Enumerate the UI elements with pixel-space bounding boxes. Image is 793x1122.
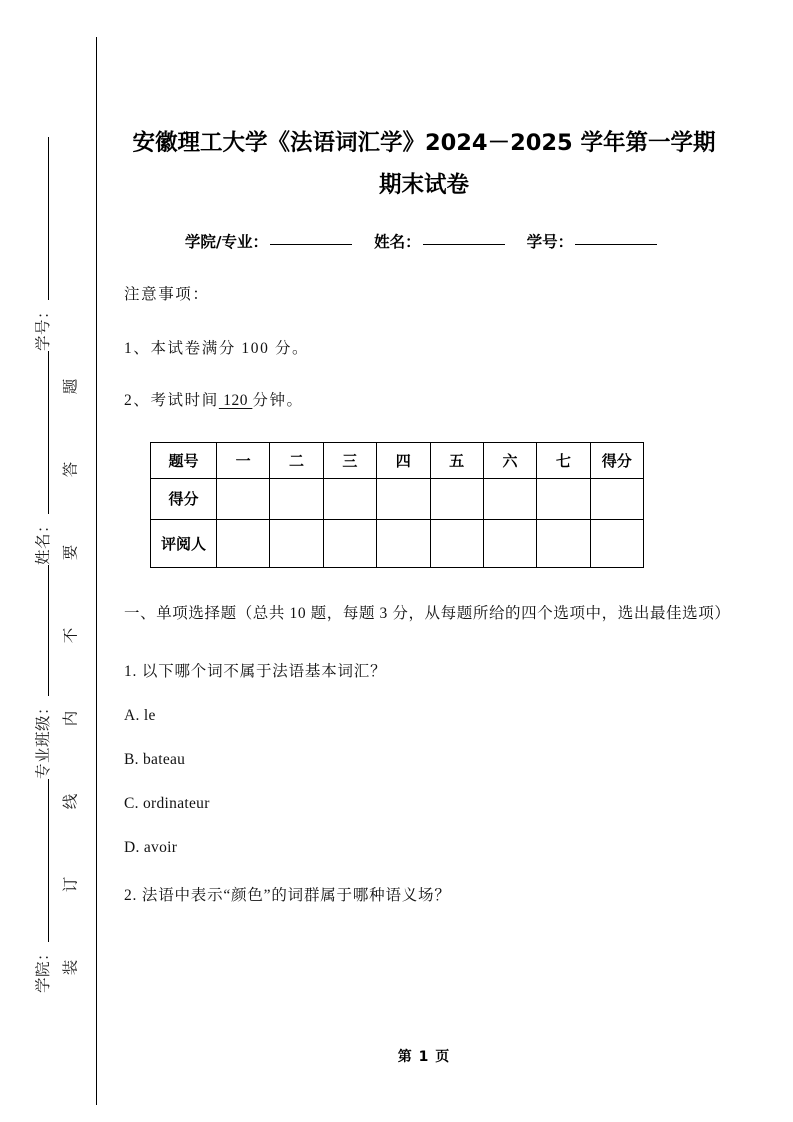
binding-field-rule[interactable] (35, 137, 49, 300)
table-header-cell: 四 (377, 442, 430, 478)
binding-char: 要 (62, 544, 80, 561)
binding-char: 题 (62, 378, 80, 395)
binding-field-student-id[interactable] (20, 137, 64, 351)
table-header-cell: 得分 (590, 442, 643, 478)
question-1-option-a[interactable]: A. le (124, 706, 156, 724)
table-cell[interactable] (537, 478, 590, 519)
table-row-label: 评阅人 (151, 519, 217, 567)
binding-field-label: 学院： (35, 944, 52, 993)
table-header-cell: 一 (217, 442, 270, 478)
table-row-header (151, 442, 644, 478)
table-cell[interactable] (377, 478, 430, 519)
binding-field-label: 专业班级： (35, 698, 52, 779)
info-label: 姓名： (374, 233, 421, 251)
question-1-option-b[interactable]: B. bateau (124, 750, 186, 768)
score-table (150, 442, 644, 568)
info-field-college-major (185, 233, 358, 251)
table-row-label: 得分 (151, 478, 217, 519)
binding-char: 装 (62, 959, 80, 976)
binding-field-rule[interactable] (35, 351, 49, 514)
info-field-name (374, 233, 511, 251)
table-cell[interactable] (590, 478, 643, 519)
table-header-cell: 六 (483, 442, 536, 478)
table-row (151, 519, 644, 567)
table-cell[interactable] (537, 519, 590, 567)
table-header-cell: 七 (537, 442, 590, 478)
table-cell[interactable] (430, 478, 483, 519)
table-row (151, 478, 644, 519)
table-cell[interactable] (590, 519, 643, 567)
info-blank-rule[interactable] (423, 244, 505, 245)
binding-field-label: 姓名： (35, 516, 52, 565)
table-header-cell: 五 (430, 442, 483, 478)
binding-field-list (20, 137, 64, 993)
question-1-option-d[interactable]: D. avoir (124, 838, 178, 856)
binding-field-label: 学号： (35, 302, 52, 351)
notice-duration-prefix: 2、考试时间 (124, 392, 219, 409)
table-cell[interactable] (483, 478, 536, 519)
binding-char: 订 (62, 876, 80, 893)
student-info-line (124, 230, 724, 252)
notice-duration-suffix: 分钟。 (252, 392, 304, 409)
notice-item-total-score: 1、本试卷满分 100 分。 (124, 339, 310, 357)
notice-item-duration (124, 393, 724, 409)
table-cell[interactable] (483, 519, 536, 567)
binding-field-rule[interactable] (35, 565, 49, 696)
binding-char: 线 (62, 793, 80, 810)
page-number: 第 1 页 (397, 1049, 451, 1065)
binding-field-rule[interactable] (35, 779, 49, 942)
info-blank-rule[interactable] (270, 244, 352, 245)
binding-char: 内 (62, 710, 80, 727)
binding-char: 答 (62, 461, 80, 478)
info-label: 学号： (526, 233, 574, 251)
binding-char: 不 (62, 627, 80, 644)
info-label: 学院/专业： (184, 233, 269, 251)
section-heading-1: 一、单项选择题（总共 10 题，每题 3 分，从每题所给的四个选项中，选出最佳选项） (124, 604, 731, 622)
binding-field-class[interactable] (20, 565, 64, 779)
binding-field-college[interactable] (20, 779, 64, 993)
info-field-student-id (527, 233, 664, 251)
question-1-option-c[interactable]: C. ordinateur (124, 794, 210, 812)
table-cell[interactable] (270, 519, 323, 567)
table-cell[interactable] (217, 519, 270, 567)
table-header-cell: 三 (323, 442, 376, 478)
notice-heading: 注意事项： (124, 286, 210, 303)
table-cell[interactable] (377, 519, 430, 567)
binding-margin (0, 0, 110, 1122)
table-cell[interactable] (323, 519, 376, 567)
table-header-cell: 题号 (151, 442, 217, 478)
table-cell[interactable] (270, 478, 323, 519)
notice-duration-value: 120 (218, 392, 253, 409)
table-cell[interactable] (323, 478, 376, 519)
exam-content (124, 0, 731, 1122)
table-cell[interactable] (217, 478, 270, 519)
info-blank-rule[interactable] (575, 244, 657, 245)
page-title: 安徽理工大学《法语词汇学》2024－2025 学年第一学期期末试卷 (132, 130, 716, 198)
binding-field-name[interactable] (20, 351, 64, 565)
table-header-cell: 二 (270, 442, 323, 478)
question-stem-1: 1. 以下哪个词不属于法语基本词汇？ (124, 662, 387, 680)
question-stem-2: 2. 法语中表示“颜色”的词群属于哪种语义场？ (124, 886, 451, 904)
table-cell[interactable] (430, 519, 483, 567)
binding-vertical-rule (96, 37, 97, 1105)
